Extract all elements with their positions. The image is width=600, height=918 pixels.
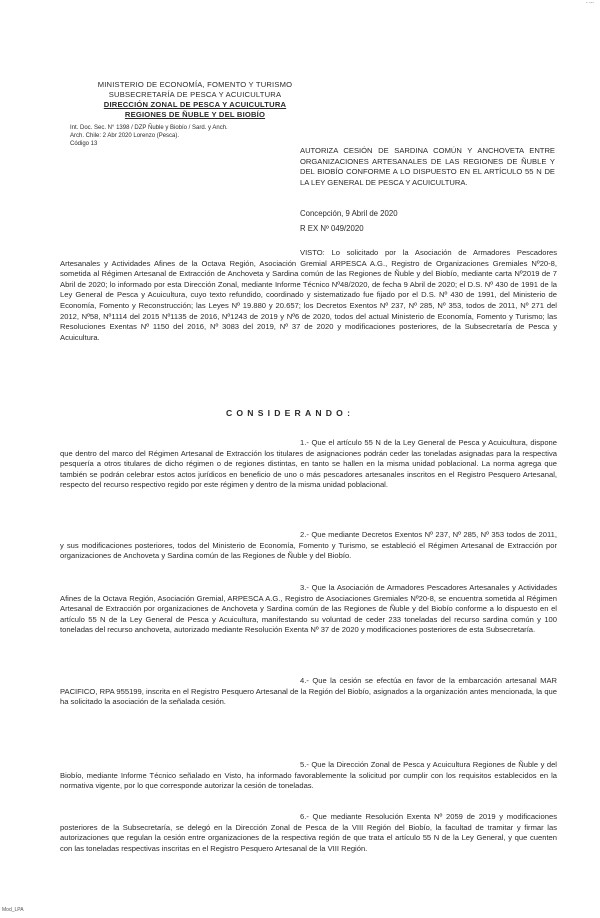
header-subsecretaria: SUBSECRETARÍA DE PESCA Y ACUICULTURA [108,90,282,99]
visto-paragraph: VISTO: Lo solicitado por la Asociación de Armadores Pescadores Artesanales y Actividades Afines de la Octava Región, Asociación Gremial ARPESCA A.G., Registro de Organizaciones Gremiales Nº20-8, sometida al Régimen Artesanal de Extracción de Anchoveta y Sardina común de las Regiones de Ñuble y del Biobío, mediante carta Nº2019 de 7 Abril de 2020; lo informado por esta Dirección Zonal, mediante Informe Técnico Nº48/2020, de fecha 9 Abril de 2020; el D.S. Nº 430 de 1991 de la Ley General de Pesca y Acuicultura, cuyo texto refundido, coordinado y sistematizado fue fijado por el D.S. Nº 430 de 1991, del Ministerio de Economía, Fomento y Reconstrucción; las Leyes Nº 19.880 y 20.657; los Decretos Exentos Nº 237, Nº 285, Nº 353, todos de 2011, Nº 271 del 2012, Nº58, Nº1114 del 2015 Nº1135 de 2016, Nº1243 de 2019 y Nº6 de 2020, todos del actual Ministerio de Economía, Fomento y Turismo; las Resoluciones Exentas Nº 1150 del 2016, Nº 3083 del 2019, Nº 37 de 2020 y modificaciones posteriores, de la Subsecretaría de Pesca y Acuicultura. [60,248,557,342]
resolution-number: R EX Nº 049/2020 [300,224,364,233]
institution-header [70,80,320,120]
header-ministry: MINISTERIO DE ECONOMÍA, FOMENTO Y TURISMO [97,80,293,89]
header-direccion-zonal: DIRECCIÓN ZONAL DE PESCA Y ACUICULTURA [103,100,287,109]
page-corner-mark: - --- [585,0,594,6]
resolution-subject: AUTORIZA CESIÓN DE SARDINA COMÚN Y ANCHOVETA ENTRE ORGANIZACIONES ARTESANALES DE LAS REGIONES DE ÑUBLE Y DEL BIOBÍO CONFORME A LO DISPUESTO EN EL ARTÍCULO 55 N DE LA LEY GENERAL DE PESCA Y ACUICULTURA. [300,146,555,187]
page-footer-code: Mod_LPA [2,907,24,913]
considerando-1: 1.- Que el artículo 55 N de la Ley General de Pesca y Acuicultura, dispone que dentro del marco del Régimen Artesanal de Extracción los titulares de asignaciones podrán ceder las toneladas asignadas para la respectiva pesquería a otros titulares de dicho régimen o de regiones distintas, en tanto se hallen en la misma unidad poblacional. La norma agrega que también se podrán celebrar estos actos jurídicos en beneficio de uno o más pescadores artesanales inscritos en el Registro Pesquero Artesanal, respecto del recurso respectivo regido por este régimen y dentro de la misma unidad poblacional. [60,438,557,490]
header-reference-2: Arch. Chile: 2 Abr 2020 Lorenzo (Pesca). [70,133,180,139]
header-reference-1: Int. Doc. Sec. N° 1398 / DZP Ñuble y Biobío / Sard. y Anch. [70,125,228,131]
considerando-4: 4.- Que la cesión se efectúa en favor de la embarcación artesanal MAR PACIFICO, RPA 955199, inscrita en el Registro Pesquero Artesanal de la Región del Biobío, asignados a la organización antes mencionada, la que ha solicitado la asociación de la señalada cesión. [60,676,557,707]
header-reference-3: Código 13 [70,141,98,147]
considerando-6: 6.- Que mediante Resolución Exenta Nº 2059 de 2019 y modificaciones posteriores de la Subsecretaría, se delegó en la Dirección Zonal de Pesca de la VIII Región del Biobío, la facultad de tramitar y firmar las autorizaciones que regulan la cesión entre organizaciones de la respectiva región de que trata el artículo 55 N de la Ley General, y que cuenten con las toneladas respectivas inscritas en el Registro Pesquero Artesanal de la VIII Región. [60,812,557,853]
considerando-heading: CONSIDERANDO: [226,408,355,418]
header-regiones: REGIONES DE ÑUBLE Y DEL BIOBÍO [124,110,266,119]
considerando-2: 2.- Que mediante Decretos Exentos Nº 237, Nº 285, Nº 353 todos de 2011, y sus modificaciones posteriores, todos del Ministerio de Economía, Fomento y Turismo, se estableció el Régimen Artesanal de Extracción por organizaciones de Anchoveta y Sardina común de las Regiones de Ñuble y del Biobío. [60,530,557,561]
considerando-5: 5.- Que la Dirección Zonal de Pesca y Acuicultura Regiones de Ñuble y del Biobío, mediante Informe Técnico señalado en Visto, ha informado favorablemente la solicitud por cumplir con los requisitos establecidos en la normativa vigente, por lo que corresponde autorizar la cesión de toneladas. [60,760,557,791]
considerando-3: 3.- Que la Asociación de Armadores Pescadores Artesanales y Actividades Afines de la Octava Región, Asociación Gremial, ARPESCA A.G., Registro de Asociaciones Gremiales Nº20-8, se encuentra sometida al Régimen Artesanal de Extracción por organizaciones de Anchoveta y Sardina común de las Regiones de Ñuble y del Biobío conforme a lo dispuesto en el artículo 55 N de la Ley General de Pesca y Acuicultura, manifestando su voluntad de ceder 233 toneladas del recurso sardina común y 100 toneladas del recurso anchoveta, autorizado mediante Resolución Exenta Nº 37 de 2020 y modificaciones posteriores de esta Subsecretaría. [60,583,557,635]
resolution-date: Concepción, 9 Abril de 2020 [300,209,398,218]
